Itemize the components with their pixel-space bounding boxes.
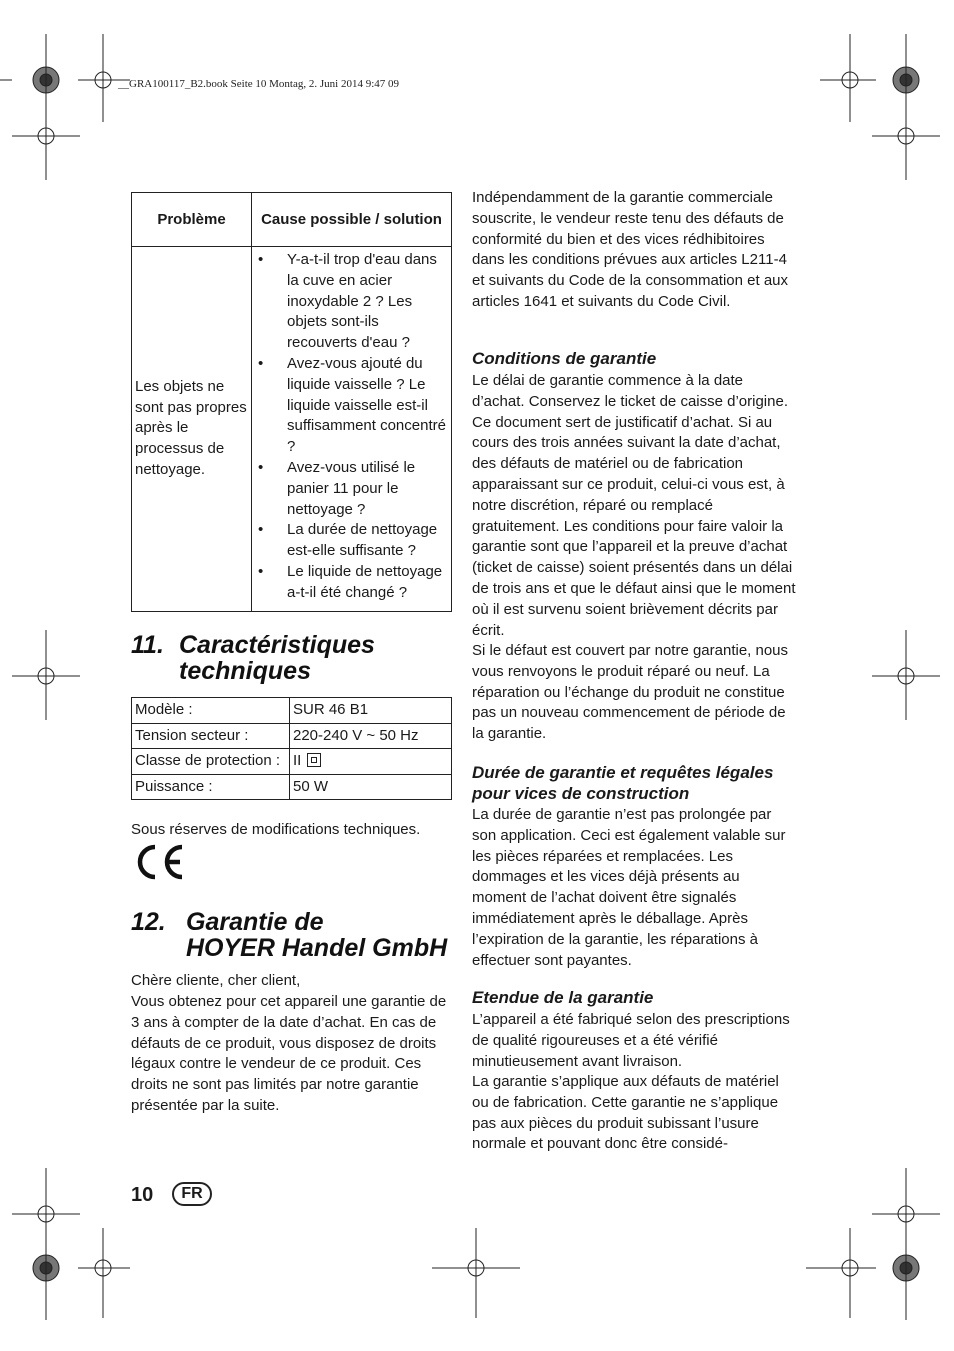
duration-heading: Durée de garantie et requêtes légales pour vices de construction bbox=[472, 763, 774, 803]
conditions-paragraph: Le délai de garantie commence à la date d’achat. Conservez le ticket de caisse d’origine. Ce document sert de justificatif d’achat. Si au cours des trois années suivant la date d’achat, des défauts de matériel ou de fabrication apparaissant sur ce produit, celui-ci vous est, à notre discrétion, réparé ou remplacé gratuitement. Les conditions pour faire valoir la garantie sont que l’appareil et la preuve d’achat (ticket de caisse) soient présentés dans un délai de trois ans et que le défaut ainsi que le moment où il est survenu soient brièvement décrits par écrit. bbox=[472, 372, 796, 639]
conditions-paragraph-2: Si le défaut est couvert par notre garantie, nous vous renvoyons le produit réparé ou neuf. La réparation ou l’échange du produit ne constitue pas un nouveau commencement de période de la garantie. bbox=[472, 642, 789, 743]
spec-label: Modèle : bbox=[132, 698, 290, 724]
cause-list bbox=[258, 250, 447, 604]
legal-intro: Indépendamment de la garantie commerciale souscrite, le vendeur reste tenu des défauts de conformité du bien et des vices rédhibitoires dans les conditions prévues aux articles L211-4 et suivants du Code de la consommation et aux articles 1641 et suivants du Code Civil. bbox=[472, 189, 789, 310]
section-12-heading bbox=[131, 909, 461, 965]
greeting: Chère cliente, cher client, bbox=[131, 972, 301, 989]
double-insulation-icon bbox=[307, 753, 321, 767]
list-item: • La durée de nettoyage est-elle suffisante ? bbox=[258, 520, 447, 562]
spec-label: Tension secteur : bbox=[132, 723, 290, 749]
warranty-intro: Vous obtenez pour cet appareil une garantie de 3 ans à compter de la date d’achat. En cas de défauts de ce produit, vous disposez de droits légaux contre le vendeur de ce produit. Ces droits ne sont pas limités par notre garantie présentée par la suite. bbox=[131, 993, 447, 1114]
section-title-line2: HOYER Handel GmbH bbox=[186, 934, 448, 962]
troubleshooting-table bbox=[131, 192, 452, 612]
spec-label: Puissance : bbox=[132, 774, 290, 800]
header-cause: Cause possible / solution bbox=[252, 193, 452, 247]
spec-value: 50 W bbox=[290, 774, 452, 800]
spec-value bbox=[290, 749, 452, 775]
table-header-row bbox=[132, 193, 452, 247]
list-item: • Le liquide de nettoyage a-t-il été changé ? bbox=[258, 562, 447, 604]
section-title-line2: techniques bbox=[179, 657, 311, 685]
protection-class-value: II bbox=[293, 752, 302, 770]
list-item: • Avez-vous utilisé le panier 11 pour le nettoyage ? bbox=[258, 458, 447, 520]
table-row bbox=[132, 774, 452, 800]
scope-paragraph: L’appareil a été fabriqué selon des prescriptions de qualité rigoureuses et a été vérifié minutieusement avant livraison. bbox=[472, 1011, 790, 1070]
ce-mark-icon bbox=[131, 844, 185, 880]
duration-paragraph: La durée de garantie n’est pas prolongée par son application. Ceci est également valable sur les pièces réparées et remplacées. Les dommages et les vices déjà présents au moment de l’achat doivent être signalés immédiatement après le déballage. Après l’expiration de la garantie, les réparations à effectuer sont payantes. bbox=[472, 806, 786, 969]
table-row bbox=[132, 749, 452, 775]
header-problem: Problème bbox=[132, 193, 252, 247]
table-row bbox=[132, 247, 452, 612]
specs-note: Sous réserves de modifications techniques. bbox=[131, 821, 421, 838]
conditions-heading: Conditions de garantie bbox=[472, 349, 657, 368]
section-11-heading bbox=[131, 632, 461, 688]
list-item: • Avez-vous ajouté du liquide vaisselle ? Le liquide vaisselle est-il suffisamment concentré ? bbox=[258, 354, 447, 458]
spec-value: 220-240 V ~ 50 Hz bbox=[290, 723, 452, 749]
spec-label: Classe de protection : bbox=[132, 749, 290, 775]
list-item: • Y-a-t-il trop d'eau dans la cuve en acier inoxydable 2 ? Les objets sont-ils recouverts d'eau ? bbox=[258, 250, 447, 354]
spec-value: SUR 46 B1 bbox=[290, 698, 452, 724]
section-title-line1: Garantie de bbox=[186, 908, 324, 936]
section-number: 11. bbox=[131, 631, 164, 659]
cause-cell bbox=[252, 247, 452, 612]
book-header-line: __GRA100117_B2.book Seite 10 Montag, 2. Juni 2014 9:47 09 bbox=[118, 78, 400, 90]
scope-paragraph-2: La garantie s’applique aux défauts de matériel ou de fabrication. Cette garantie ne s’applique pas aux pièces du produit subissant l’usure normale et pouvant donc être considé- bbox=[472, 1073, 779, 1153]
scope-heading: Etendue de la garantie bbox=[472, 988, 654, 1007]
table-row bbox=[132, 698, 452, 724]
table-row bbox=[132, 723, 452, 749]
problem-cell: Les objets ne sont pas propres après le processus de nettoyage. bbox=[132, 247, 252, 612]
specs-table bbox=[131, 697, 452, 800]
language-badge: FR bbox=[172, 1182, 212, 1206]
section-number: 12. bbox=[131, 908, 166, 936]
section-title-line1: Caractéristiques bbox=[179, 631, 375, 659]
page-number: 10 bbox=[131, 1184, 154, 1206]
